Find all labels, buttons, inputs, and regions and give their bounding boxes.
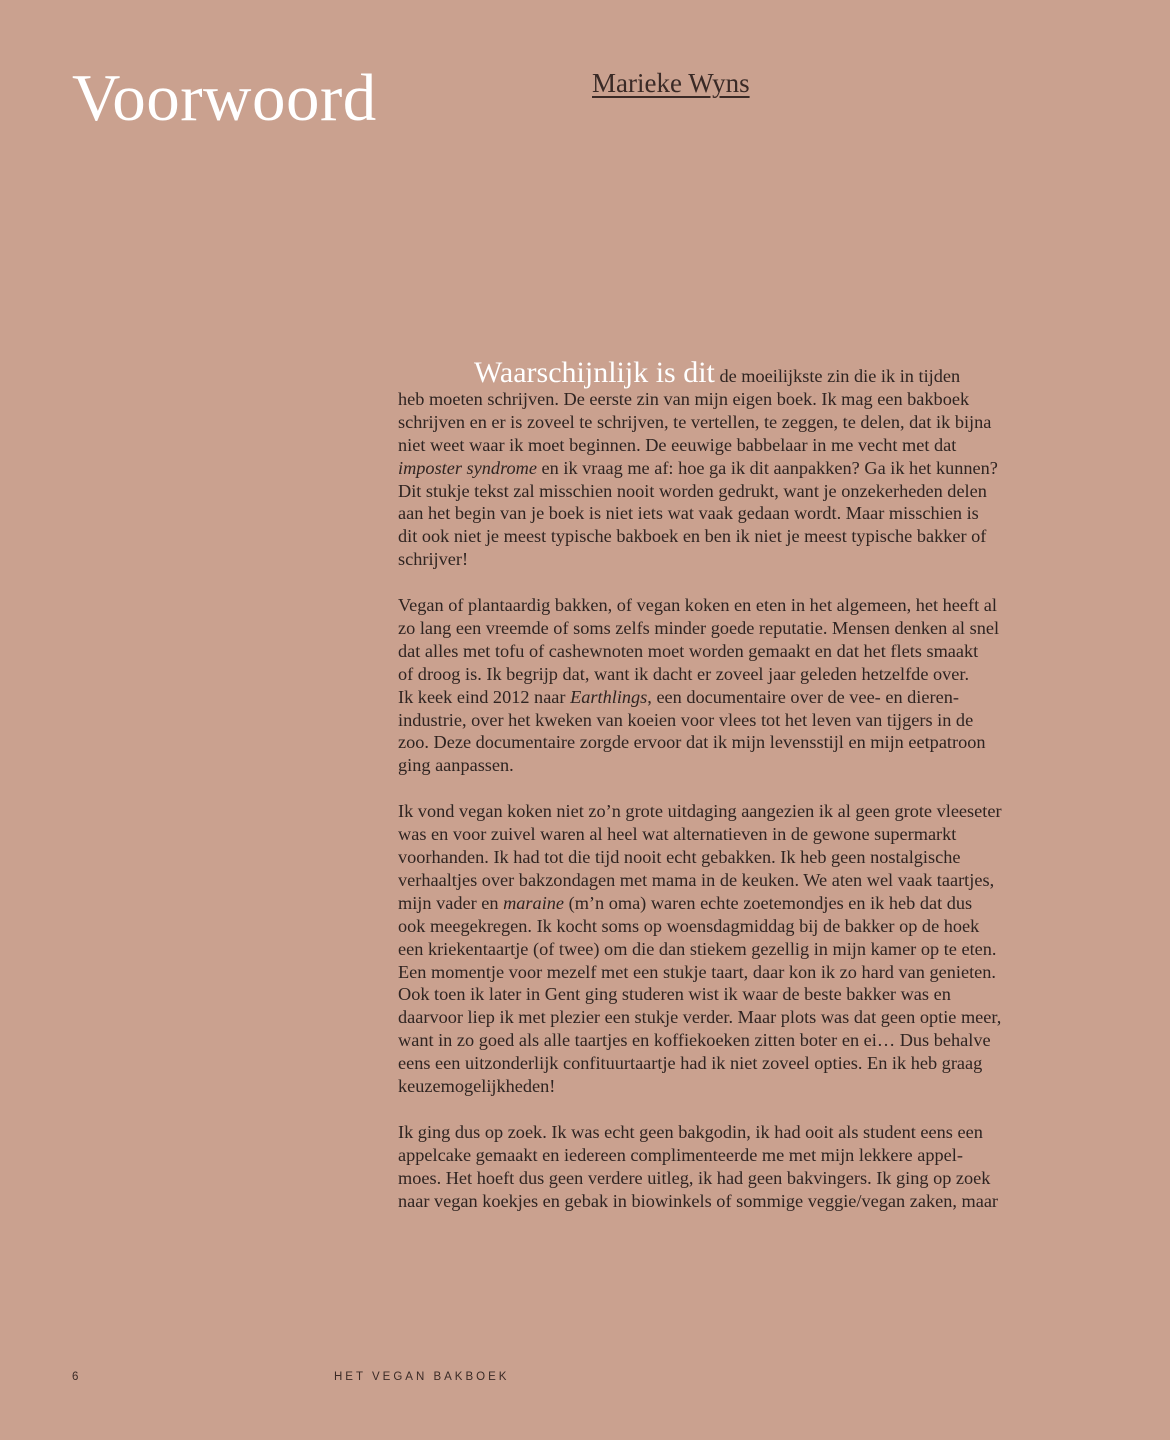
article-body bbox=[398, 356, 1038, 1212]
text-line: voorhanden. Ik had tot die tijd nooit echt gebakken. Ik heb geen nostalgische bbox=[398, 847, 961, 867]
paragraph-1 bbox=[398, 356, 1038, 571]
text-line: appelcake gemaakt en iedereen complimenteerde me met mijn lekkere appel- bbox=[398, 1144, 963, 1165]
italic-term: maraine bbox=[503, 892, 565, 913]
paragraph-3 bbox=[398, 800, 1038, 1098]
text-line: keuzemogelijkheden! bbox=[398, 1076, 556, 1097]
text-line: verhaaltjes over bakzondagen met mama in de keuken. We aten wel vaak taartjes, bbox=[398, 869, 995, 890]
text-line: was en voor zuivel waren al heel wat alternatieven in de gewone supermarkt bbox=[398, 824, 957, 845]
line-text: Ik keek eind 2012 naar bbox=[398, 686, 571, 707]
line-text: , een documentaire over de vee- en dieren- bbox=[647, 686, 959, 707]
page-number: 6 bbox=[72, 1371, 79, 1383]
text-line: Dit stukje tekst zal misschien nooit worden gedrukt, want je onzekerheden delen bbox=[398, 480, 987, 501]
line-text: en ik vraag me af: hoe ga ik dit aanpakken? Ga ik het kunnen? bbox=[536, 457, 998, 478]
text-line: Vegan of plantaardig bakken, of vegan koken en eten in het algemeen, het heeft al bbox=[398, 595, 997, 616]
text-line: schrijven en er is zoveel te schrijven, te vertellen, te zeggen, te delen, dat ik bijna bbox=[398, 411, 992, 432]
lead-phrase: Waarschijnlijk is dit bbox=[474, 356, 715, 389]
text-line: aan het begin van je boek is niet iets wat vaak gedaan wordt. Maar misschien is bbox=[398, 503, 979, 524]
running-footer-title: HET VEGAN BAKBOEK bbox=[334, 1371, 510, 1383]
text-line: want in zo goed als alle taartjes en koffiekoeken zitten boter en ei… Dus behalve bbox=[398, 1030, 991, 1051]
text-line: dat alles met tofu of cashewnoten moet worden gemaakt en dat het flets smaakt bbox=[398, 640, 979, 661]
line-text: (m’n oma) waren echte zoetemondjes en ik heb dat dus bbox=[564, 892, 973, 913]
text-line: een kriekentaartje (of twee) om die dan stiekem gezellig in mijn kamer op te eten. bbox=[398, 938, 997, 959]
page-title: Voorwoord bbox=[72, 61, 377, 135]
italic-term: imposter syndrome bbox=[398, 457, 537, 478]
text-line: schrijver! bbox=[398, 549, 469, 570]
italic-term: Earthlings bbox=[570, 686, 648, 707]
text-line: zoo. Deze documentaire zorgde ervoor dat ik mijn levensstijl en mijn eetpatroon bbox=[398, 732, 986, 753]
text-line: Ik ging dus op zoek. Ik was echt geen bakgodin, ik had ooit als student eens een bbox=[398, 1121, 983, 1142]
text-line bbox=[398, 457, 1038, 480]
text-line: dit ook niet je meest typische bakboek en ben ik niet je meest typische bakker of bbox=[398, 526, 987, 547]
text-line bbox=[398, 686, 1038, 709]
text-line: niet weet waar ik moet beginnen. De eeuwige babbelaar in me vecht met dat bbox=[398, 434, 957, 455]
text-line: naar vegan koekjes en gebak in biowinkels of sommige veggie/vegan zaken, maar bbox=[398, 1190, 999, 1211]
text-line: ook meegekregen. Ik kocht soms op woensdagmiddag bij de bakker op de hoek bbox=[398, 915, 980, 936]
text-line: zo lang een vreemde of soms zelfs minder goede reputatie. Mensen denken al snel bbox=[398, 617, 1000, 638]
first-line bbox=[398, 356, 1038, 389]
text-line: heb moeten schrijven. De eerste zin van mijn eigen boek. Ik mag een bakboek bbox=[398, 388, 970, 409]
text-line: daarvoor liep ik met plezier een stukje verder. Maar plots was dat geen optie meer, bbox=[398, 1007, 1002, 1028]
paragraph-4 bbox=[398, 1121, 1038, 1213]
text-line bbox=[398, 892, 1038, 915]
text-line: Ik vond vegan koken niet zo’n grote uitdaging aangezien ik al geen grote vleeseter bbox=[398, 801, 1002, 822]
text-line: eens een uitzonderlijk confituurtaartje had ik niet zoveel opties. En ik heb graag bbox=[398, 1053, 983, 1074]
author-name: Marieke Wyns bbox=[592, 68, 750, 98]
text-line: moes. Het hoeft dus geen verdere uitleg, ik had geen bakvingers. Ik ging op zoek bbox=[398, 1167, 991, 1188]
text-line: of droog is. Ik begrijp dat, want ik dacht er zoveel jaar geleden hetzelfde over. bbox=[398, 663, 970, 684]
text-line: Ook toen ik later in Gent ging studeren wist ik waar de beste bakker was en bbox=[398, 984, 951, 1005]
line-text: mijn vader en bbox=[398, 892, 504, 913]
text-line: ging aanpassen. bbox=[398, 755, 514, 776]
first-line-text: de moeilijkste zin die ik in tijden bbox=[714, 366, 961, 386]
paragraph-2 bbox=[398, 594, 1038, 777]
text-line: Een momentje voor mezelf met een stukje taart, daar kon ik zo hard van genieten. bbox=[398, 961, 996, 982]
text-line: industrie, over het kweken van koeien voor vlees tot het leven van tijgers in de bbox=[398, 709, 974, 730]
